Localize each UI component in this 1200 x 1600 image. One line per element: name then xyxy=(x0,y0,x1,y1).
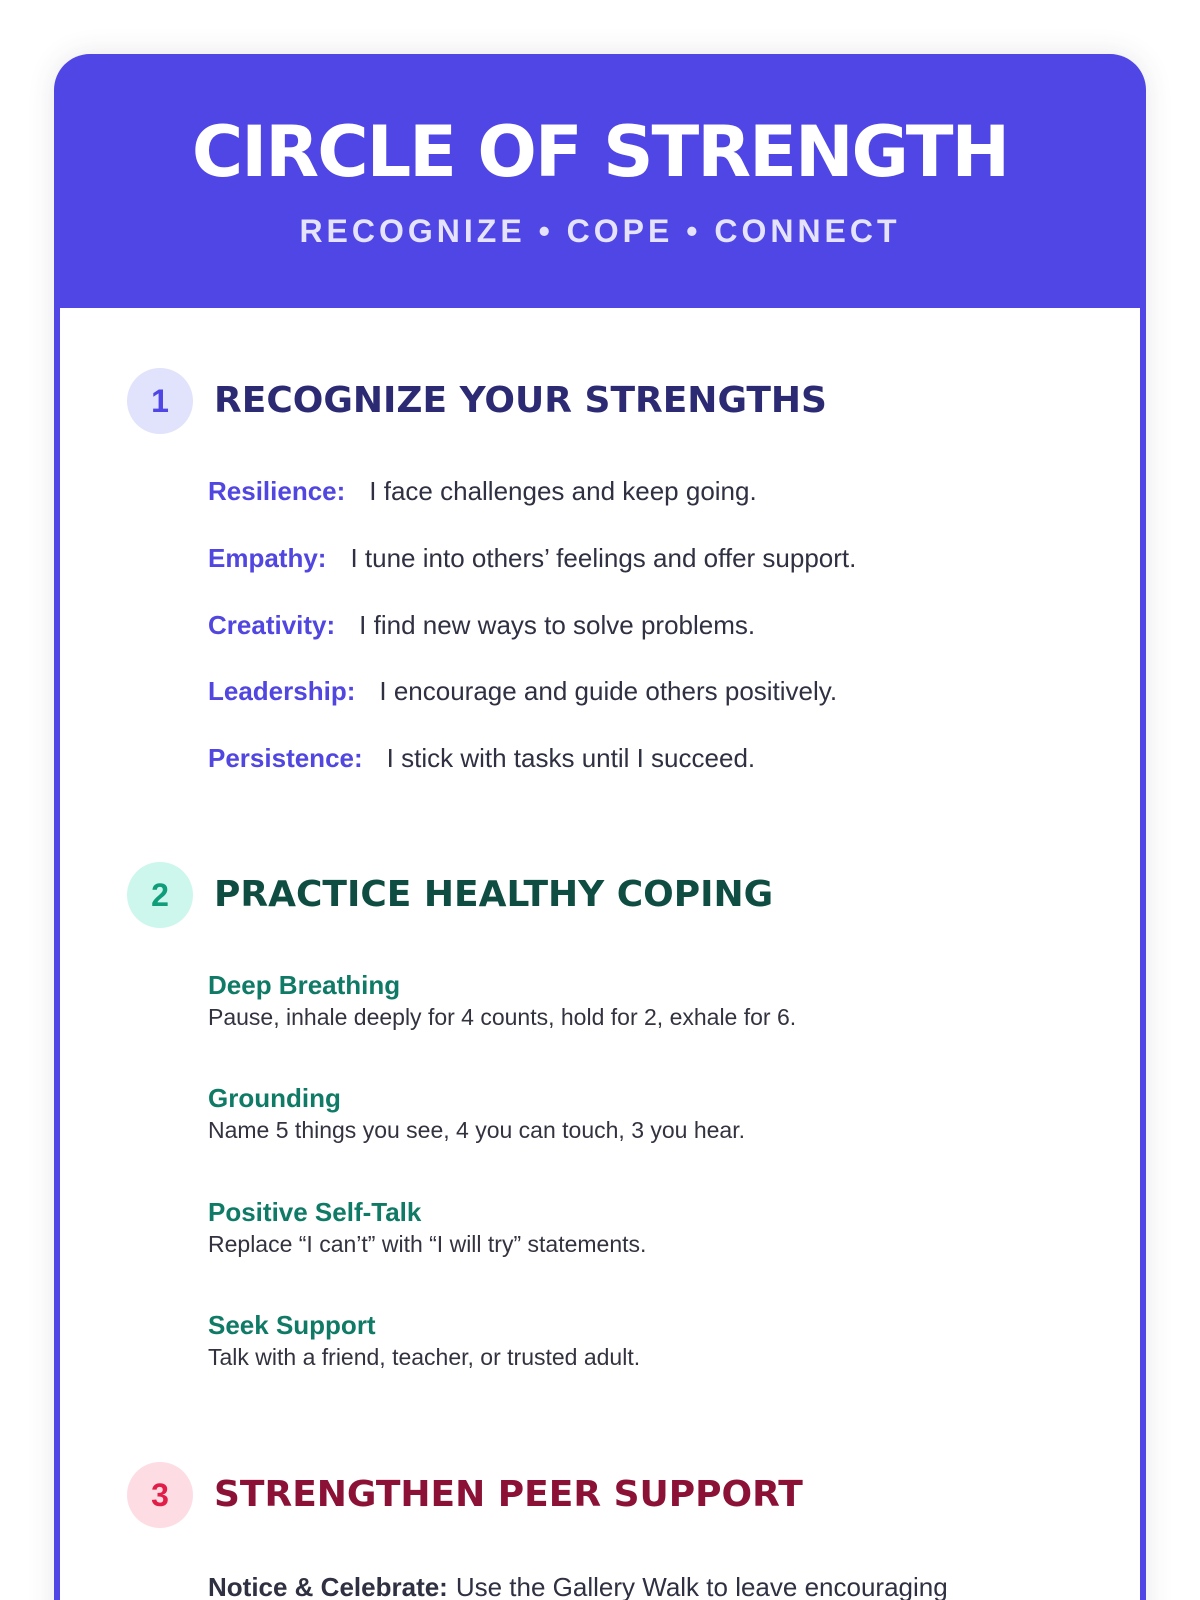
poster-body xyxy=(60,308,1140,1600)
strength-label: Leadership: xyxy=(208,676,356,706)
strength-text: I find new ways to solve problems. xyxy=(359,610,756,640)
coping-name: Seek Support xyxy=(208,1310,376,1340)
strength-item-leadership xyxy=(208,674,837,708)
strength-item-resilience xyxy=(208,474,757,508)
strength-label: Resilience: xyxy=(208,476,346,506)
strength-label: Empathy: xyxy=(208,543,327,573)
coping-item-grounding xyxy=(208,1081,745,1145)
strength-item-creativity xyxy=(208,608,755,642)
section-title: PRACTICE HEALTHY COPING xyxy=(214,874,774,915)
strength-label: Creativity: xyxy=(208,610,336,640)
peer-text: Use the Gallery Walk to leave encouraging xyxy=(455,1572,948,1600)
strength-label: Persistence: xyxy=(208,743,363,773)
section-number-badge: 2 xyxy=(127,862,193,928)
coping-item-positive-self-talk xyxy=(208,1195,646,1259)
poster-title: CIRCLE OF STRENGTH xyxy=(191,111,1009,193)
coping-name: Grounding xyxy=(208,1083,341,1113)
coping-name: Positive Self-Talk xyxy=(208,1197,422,1227)
peer-item-notice-celebrate xyxy=(208,1570,948,1600)
coping-description: Pause, inhale deeply for 4 counts, hold for 2, exhale for 6. xyxy=(208,1004,797,1030)
coping-item-deep-breathing xyxy=(208,968,796,1032)
strength-text: I face challenges and keep going. xyxy=(369,476,757,506)
strength-item-empathy xyxy=(208,541,856,575)
strength-text: I stick with tasks until I succeed. xyxy=(386,743,756,773)
peer-label: Notice & Celebrate: xyxy=(208,1572,448,1600)
section-title: RECOGNIZE YOUR STRENGTHS xyxy=(214,380,827,421)
section-number-badge: 3 xyxy=(127,1462,193,1528)
coping-name: Deep Breathing xyxy=(208,970,401,1000)
poster-tagline: RECOGNIZE • COPE • CONNECT xyxy=(299,213,901,249)
coping-description: Talk with a friend, teacher, or trusted adult. xyxy=(208,1344,641,1370)
coping-description: Name 5 things you see, 4 you can touch, 3 you hear. xyxy=(208,1117,746,1143)
poster-header xyxy=(54,54,1146,306)
strength-item-persistence xyxy=(208,741,755,775)
coping-item-seek-support xyxy=(208,1308,640,1372)
coping-description: Replace “I can’t” with “I will try” statements. xyxy=(208,1231,647,1257)
strength-text: I tune into others’ feelings and offer support. xyxy=(350,543,857,573)
poster-card xyxy=(54,54,1146,1600)
strength-text: I encourage and guide others positively. xyxy=(379,676,838,706)
section-number-badge: 1 xyxy=(127,368,193,434)
section-title: STRENGTHEN PEER SUPPORT xyxy=(214,1474,803,1515)
